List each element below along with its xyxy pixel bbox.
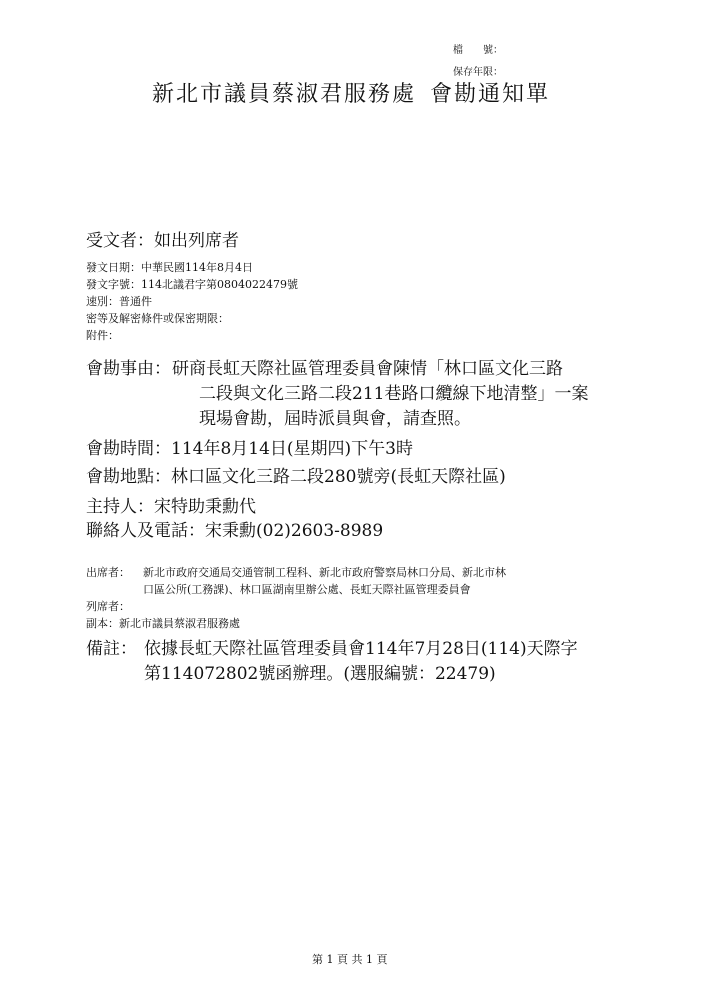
issue-date: 發文日期：中華民國114年8月4日 (86, 261, 253, 274)
delivery-speed: 速別：普通件 (86, 295, 152, 308)
subject-line-2: 二段與文化三路二段211巷路口纜線下地清整」一案 (199, 384, 589, 404)
remark-line-2: 第114072802號函辦理。(選服編號：22479) (144, 664, 496, 684)
document-title-org: 新北市議員蔡淑君服務處 (152, 82, 417, 107)
meeting-location-label: 會勘地點： (86, 467, 171, 487)
host-value: 宋特助秉勳代 (154, 497, 256, 517)
attendees-line-2: 口區公所(工務課)、林口區湖南里辦公處、長虹天際社區管理委員會 (143, 583, 471, 596)
meeting-time-label: 會勘時間： (86, 439, 171, 459)
subject-line-1: 研商長虹天際社區管理委員會陳情「林口區文化三路 (172, 359, 563, 379)
contact-label: 聯絡人及電話： (86, 521, 205, 541)
recipient-value: 如出列席者 (154, 231, 239, 251)
recipient-line (86, 228, 239, 254)
contact-value: 宋秉勳(02)2603-8989 (205, 521, 384, 541)
meeting-location-value: 林口區文化三路二段280號旁(長虹天際社區) (171, 467, 506, 487)
copy-label: 副本： (86, 617, 119, 630)
subject-label: 會勘事由： (86, 359, 171, 379)
attachments: 附件： (86, 329, 119, 342)
attendees-line-1: 新北市政府交通局交通管制工程科、新北市政府警察局林口分局、新北市林 (143, 566, 506, 579)
recipient-label: 受文者： (86, 231, 154, 251)
page-number: 第 1 頁 共 1 頁 (312, 953, 388, 966)
attendees-label: 出席者： (86, 566, 130, 579)
secrecy-level: 密等及解密條件或保密期限： (86, 312, 229, 325)
host-line (86, 494, 256, 520)
meeting-location-line (86, 464, 506, 490)
retention-period-label: 保存年限： (453, 67, 503, 78)
meeting-time-line (86, 436, 413, 462)
document-title-type: 會勘通知單 (430, 82, 551, 107)
host-label: 主持人： (86, 497, 154, 517)
remark-label: 備註： (86, 639, 137, 659)
observers-label: 列席者： (86, 600, 130, 613)
copy-value: 新北市議員蔡淑君服務處 (119, 617, 240, 630)
contact-line (86, 518, 383, 544)
file-number-label: 檔 號： (453, 45, 503, 56)
remark-line-1: 依據長虹天際社區管理委員會114年7月28日(114)天際字 (144, 639, 578, 659)
subject-line-3: 現場會勘，屆時派員與會，請查照。 (199, 409, 471, 429)
issue-number: 發文字號：114北議君字第0804022479號 (86, 278, 298, 291)
copy-line (86, 616, 240, 632)
meeting-time-value: 114年8月14日(星期四)下午3時 (171, 439, 413, 459)
